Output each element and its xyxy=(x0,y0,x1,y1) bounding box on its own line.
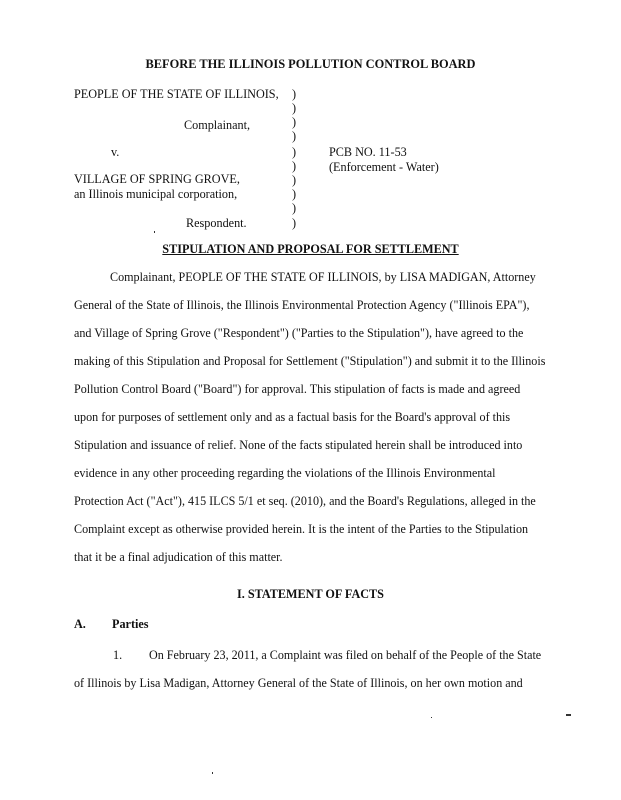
paragraph-line: On February 23, 2011, a Complaint was filed on behalf of the People of the State xyxy=(149,648,542,662)
caption-paren: ) xyxy=(292,173,297,187)
caption-paren: ) xyxy=(292,145,297,159)
caption-paren: ) xyxy=(292,216,297,230)
subsection-title: Parties xyxy=(112,617,149,631)
scan-speck xyxy=(431,717,432,718)
intro-line: Protection Act ("Act"), 415 ILCS 5/1 et seq. (2010), and the Board's Regulations, alleged in the xyxy=(74,494,536,508)
complainant-party: PEOPLE OF THE STATE OF ILLINOIS, xyxy=(74,87,279,101)
intro-line: that it be a final adjudication of this matter. xyxy=(74,550,283,564)
intro-line: making of this Stipulation and Proposal for Settlement ("Stipulation") and submit it to the Illinois xyxy=(74,354,546,368)
intro-line: Stipulation and issuance of relief. None of the facts stipulated herein shall be introduced into xyxy=(74,438,523,452)
respondent-party-line2: an Illinois municipal corporation, xyxy=(74,187,238,201)
scan-speck xyxy=(566,714,571,716)
intro-line: upon for purposes of settlement only and as a factual basis for the Board's approval of this xyxy=(74,410,511,424)
versus: v. xyxy=(111,145,120,159)
caption-paren: ) xyxy=(292,187,297,201)
document-title: BEFORE THE ILLINOIS POLLUTION CONTROL BOARD xyxy=(145,57,476,71)
caption-paren: ) xyxy=(292,115,297,129)
stipulation-heading: STIPULATION AND PROPOSAL FOR SETTLEMENT xyxy=(162,242,459,256)
caption-paren: ) xyxy=(292,129,297,143)
intro-line: Complainant, PEOPLE OF THE STATE OF ILLINOIS, by LISA MADIGAN, Attorney xyxy=(110,270,536,284)
scan-speck xyxy=(154,231,155,233)
caption-paren: ) xyxy=(292,159,297,173)
scan-speck xyxy=(212,772,213,774)
intro-line: Complaint except as otherwise provided herein. It is the intent of the Parties to the Stipulation xyxy=(74,522,529,536)
subsection-letter: A. xyxy=(74,617,86,631)
caption-paren: ) xyxy=(292,201,297,215)
intro-line: and Village of Spring Grove ("Respondent") ("Parties to the Stipulation"), have agreed to the xyxy=(74,326,524,340)
paragraph-number: 1. xyxy=(113,648,123,662)
complainant-role: Complainant, xyxy=(184,118,251,132)
intro-line: Pollution Control Board ("Board") for approval. This stipulation of facts is made and agreed xyxy=(74,382,521,396)
section-heading: I. STATEMENT OF FACTS xyxy=(237,587,384,601)
paragraph-line: of Illinois by Lisa Madigan, Attorney General of the State of Illinois, on her own motion and xyxy=(74,676,523,690)
caption-paren: ) xyxy=(292,87,297,101)
intro-line: General of the State of Illinois, the Illinois Environmental Protection Agency ("Illinois EPA"), xyxy=(74,298,530,312)
case-number: PCB NO. 11-53 xyxy=(329,145,407,159)
caption-paren: ) xyxy=(292,101,297,115)
respondent-party-line1: VILLAGE OF SPRING GROVE, xyxy=(74,172,240,186)
intro-line: evidence in any other proceeding regarding the violations of the Illinois Environmental xyxy=(74,466,496,480)
case-type: (Enforcement - Water) xyxy=(329,160,439,174)
respondent-role: Respondent. xyxy=(186,216,247,230)
